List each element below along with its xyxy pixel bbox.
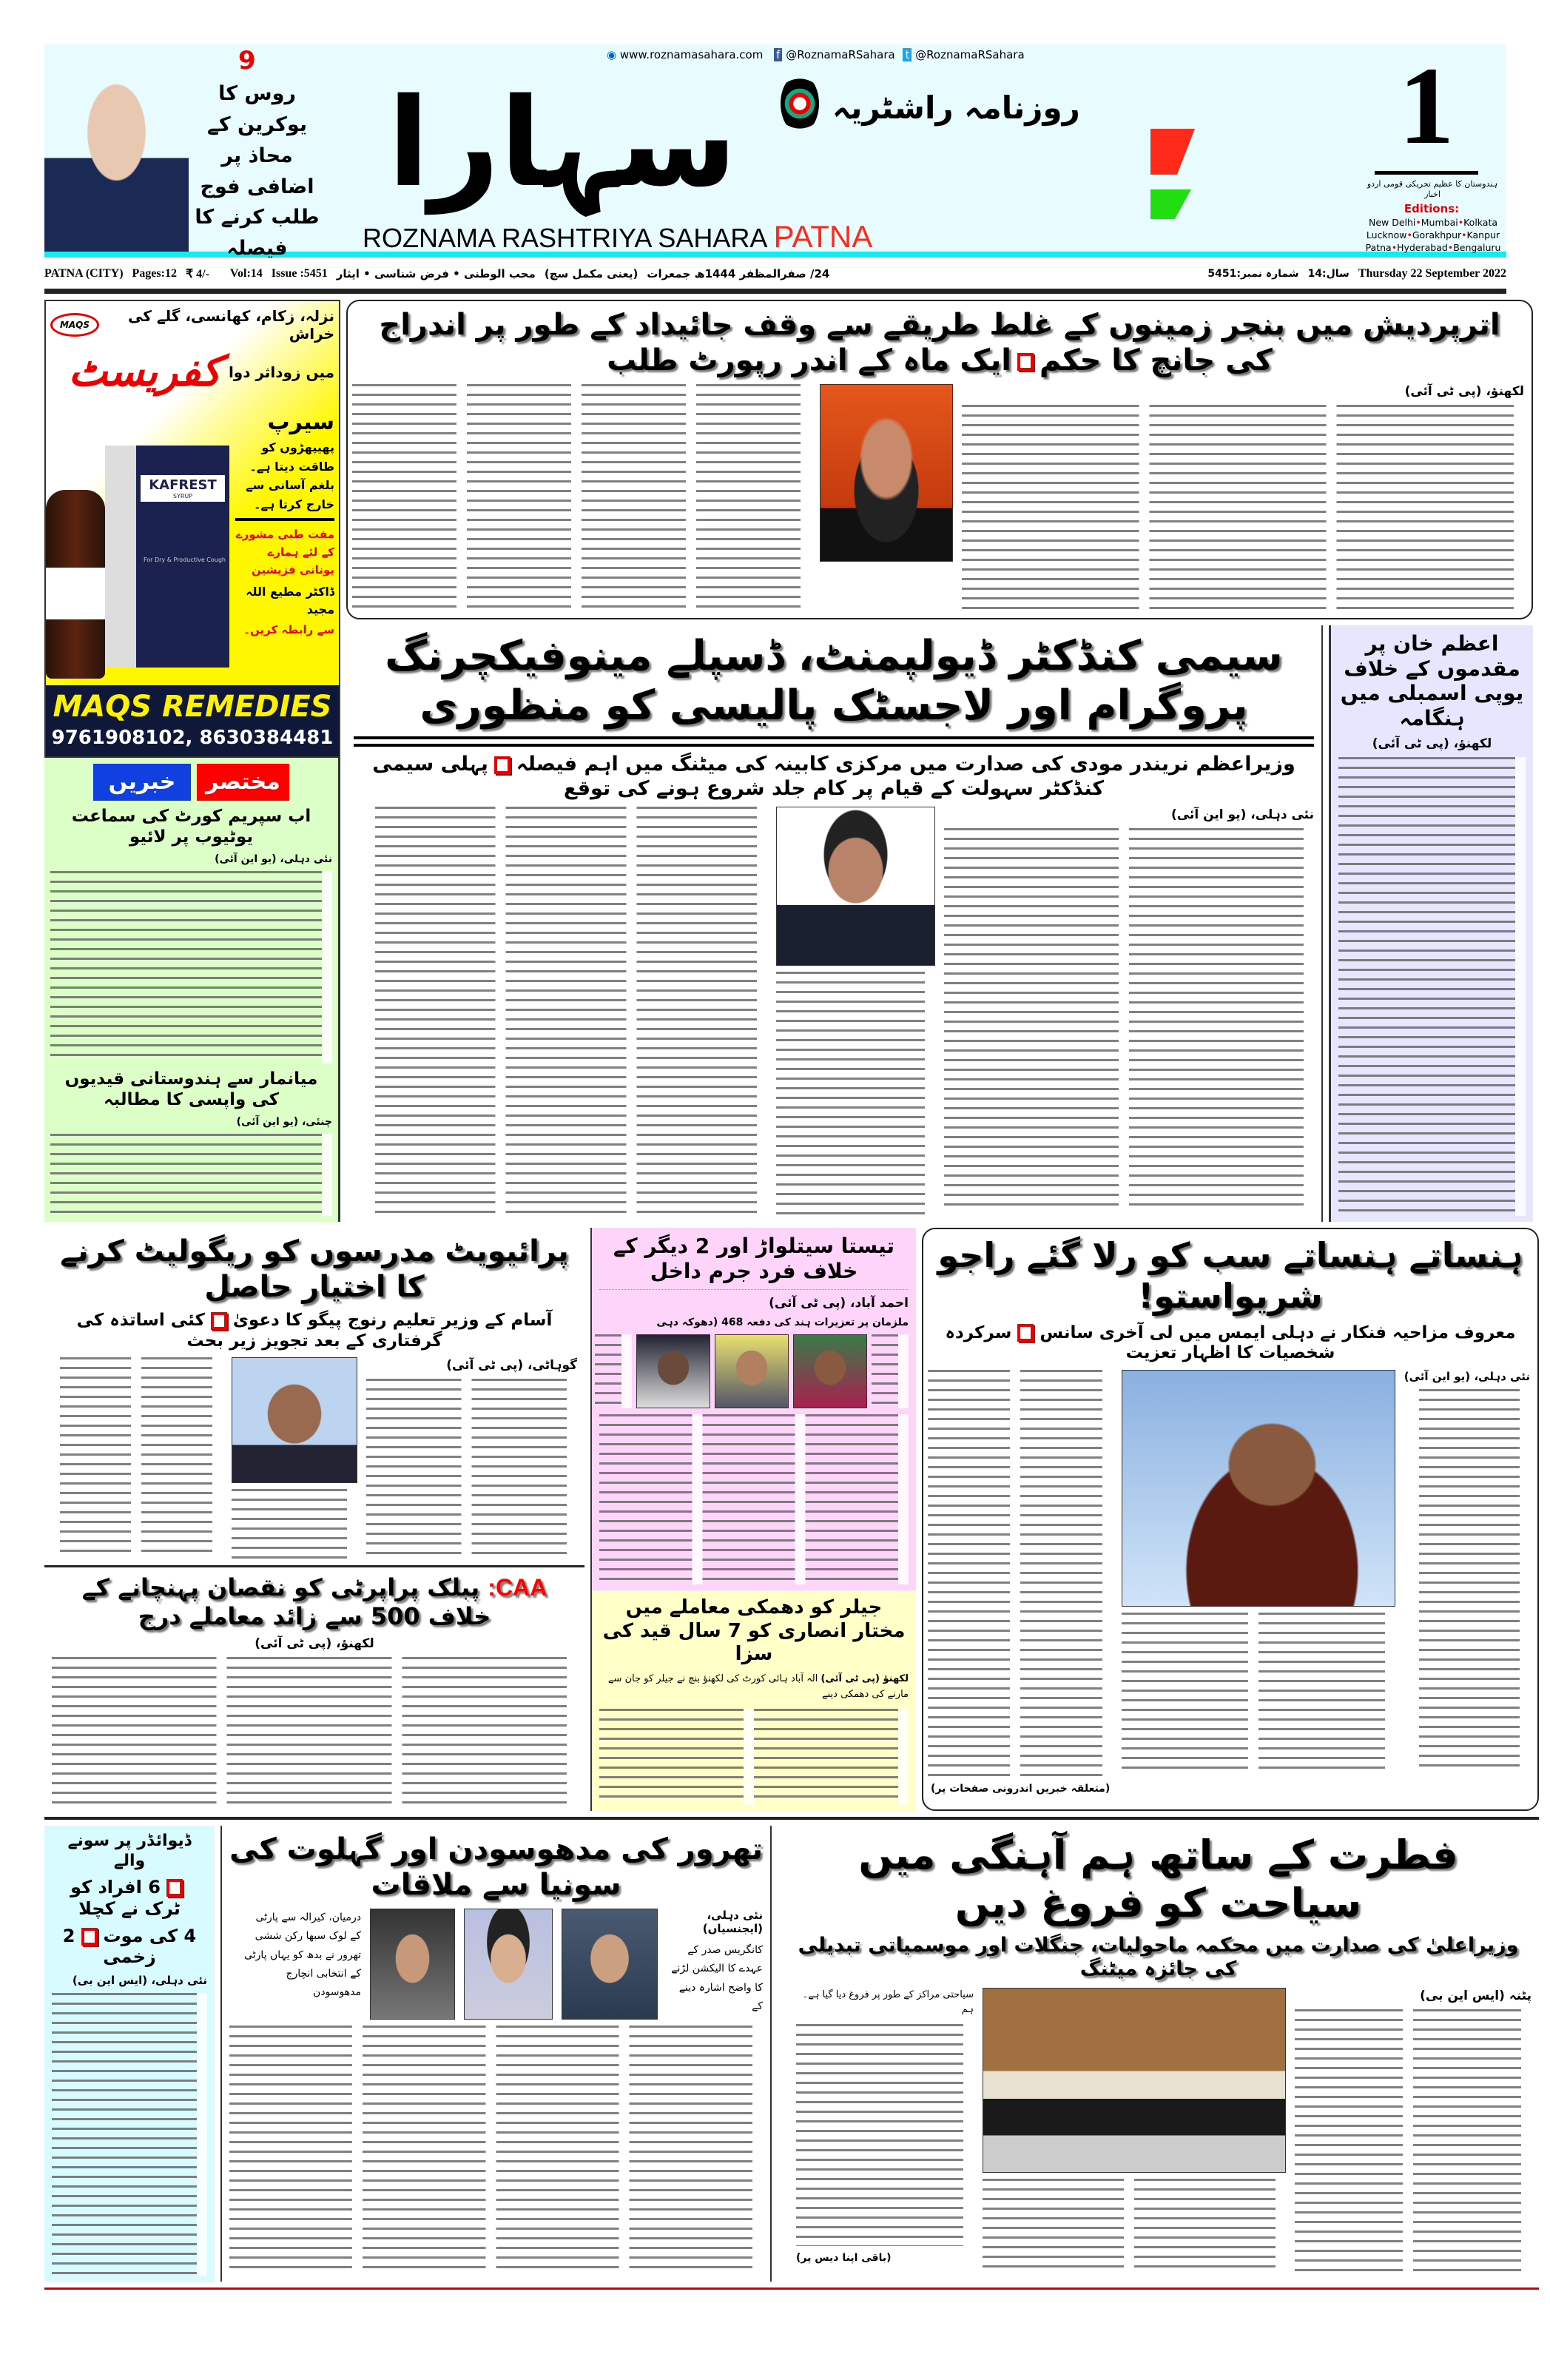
gehlot-photo: [562, 1909, 658, 2020]
continued-note[interactable]: (باقی اپنا دیس پر): [796, 2252, 892, 2265]
teaser-page-number[interactable]: 9: [238, 46, 256, 75]
rank-number: 1: [1375, 41, 1478, 175]
web-icon: ◉: [607, 48, 617, 61]
story-body: [229, 2026, 763, 2275]
flag-red-stripe: [1150, 129, 1195, 175]
city: PATNA (CITY): [44, 267, 124, 280]
caa-headline: [52, 1573, 577, 1630]
ad-doctor: ڈاکٹر مطیع اللہ مجید: [246, 585, 334, 617]
ad-middle: [46, 435, 339, 685]
story-body: [776, 972, 935, 1216]
name-english: ROZNAMA RASHTRIYA SAHARA: [363, 223, 766, 253]
box-note: For Dry & Productive Cough: [143, 557, 226, 563]
ad-line1: نزلہ، زکام، کھانسی، گلے کی خراش: [128, 307, 334, 343]
story-dateline: نئی دہلی، (یو این آئی): [1404, 1369, 1530, 1383]
ad-phones[interactable]: 9761908102, 8630384481: [51, 727, 334, 749]
divider: [44, 1817, 1539, 1820]
story-dateline: نئی دہلی، (یو این آئی): [1171, 807, 1314, 823]
ansari-lead: [599, 1672, 909, 1703]
story-dateline: نئی دہلی، (ایس این بی): [72, 1974, 207, 1988]
pages: Pages:12: [132, 267, 177, 280]
left-column: [44, 300, 340, 1222]
azam-khan-story[interactable]: [1329, 625, 1533, 1222]
teesta-story[interactable]: [592, 1228, 916, 1590]
issue: Issue :5451: [271, 267, 328, 280]
story-body: [796, 2024, 974, 2246]
headline-part: 4 کی موت: [103, 1925, 197, 1946]
truck-headline-2: [52, 1877, 207, 1920]
ad-syrup: سیرپ: [267, 409, 334, 435]
ad-top-row: [46, 301, 339, 343]
box-label: [141, 475, 225, 502]
bottom-rule: [44, 2287, 1539, 2290]
raju-subheadline: [931, 1323, 1530, 1364]
story-body: [962, 405, 1524, 612]
sub-part: معروف مزاحیہ فنکار نے دہلی ایمس میں لی آخری سانس: [1039, 1322, 1516, 1342]
brief-headline[interactable]: اب سپریم کورٹ کی سماعت یوٹیوب پر لائیو: [71, 807, 311, 847]
tourism-subheadline: وزیراعلیٰ کی صدارت میں محکمہ ماحولیات، جنگلات اور موسمیاتی تبدیلی کی جائزہ میٹنگ: [798, 1933, 1519, 1981]
brief-body: [50, 1134, 332, 1216]
story-body: [366, 1379, 577, 1556]
story-dateline: لکھنؤ، (پی ٹی آئی): [1404, 384, 1524, 399]
divider: [599, 1289, 909, 1290]
editions-label: Editions:: [1404, 202, 1460, 215]
edition: Patna: [1365, 242, 1392, 253]
price: ₹ 4/-: [185, 268, 209, 280]
box-name: KAFREST: [149, 477, 217, 493]
editions-list: New Delhi•Mumbai•Kolkata Lucknow•Gorakhpur•Kanpur Patna•Hyderabad•Bengaluru: [1365, 217, 1501, 253]
story-body: [1338, 757, 1526, 1216]
edition: Hyderabad: [1397, 242, 1448, 253]
social-links: [607, 47, 1025, 62]
sub-part: وزیراعظم نریندر مودی کی صدارت میں مرکزی کابینہ کی میٹنگ میں اہم فیصلہ: [516, 753, 1295, 776]
story-dateline: گوہاٹی، (پی ٹی آئی): [446, 1358, 577, 1374]
kafrest-ad[interactable]: [44, 300, 340, 758]
story-body: [232, 1489, 357, 1559]
left-stack: [44, 1228, 584, 1811]
bullet-square-icon: [1017, 1324, 1034, 1342]
brief-dateline: چنئی، (یو این آئی): [236, 1116, 332, 1129]
ansari-headline: جیلر کو دھمکی معاملے میں مختار انصاری کو 7 سال قید کی سزا: [602, 1596, 906, 1665]
semiconductor-subheadline: [354, 753, 1314, 801]
box-sub: SYRUP: [172, 493, 193, 500]
story-column: [796, 1988, 974, 2265]
ad-footer: [46, 685, 339, 756]
sun-emblem-icon: [781, 74, 819, 133]
story-dateline: احمد آباد، (پی ٹی آئی): [769, 1296, 909, 1311]
edition: Bengaluru: [1453, 242, 1501, 253]
raju-headline: ہنساتے ہنساتے سب کو رلا گئے راجو شریواستو!: [937, 1235, 1523, 1317]
story-columns: [354, 807, 1314, 1216]
tourism-lead: سیاحتی مراکز کے طور پر فروغ دیا گیا ہے۔ ہم: [802, 1989, 974, 2016]
edition: Kanpur: [1466, 229, 1500, 241]
edition-city: PATNA: [773, 219, 873, 254]
sub-part: آسام کے وزیر تعلیم رنوج پیگو کا دعویٰ: [232, 1311, 553, 1331]
twitter-handle[interactable]: @RoznamaRSahara: [915, 48, 1025, 61]
waqf-headline: [355, 307, 1524, 378]
facebook-icon: f: [774, 48, 782, 61]
dateline-bar: [44, 260, 1506, 287]
sonia-gandhi-photo: [464, 1909, 553, 2020]
hijri-date: 24/ صفرالمظفر 1444ھ جمعرات: [647, 267, 830, 280]
story-body: [599, 1414, 909, 1584]
bullet-square-icon: [81, 1928, 98, 1946]
tharoor-headline: تھرور کی مدھوسودن اور گہلوت کی سونیا سے ملاقات: [229, 1832, 763, 1903]
ansari-story[interactable]: [592, 1590, 916, 1811]
story-body: [928, 1370, 1113, 1777]
double-rule: [354, 736, 1314, 747]
teaser-headline[interactable]: روس کا یوکرین کے محاذ پر اضافی فوج طلب کرنے کا فیصلہ: [195, 82, 320, 260]
flag-green-stripe: [1150, 189, 1191, 219]
tharoor-photo: [370, 1909, 455, 2020]
semiconductor-headline: سیمی کنڈکٹر ڈیولپمنٹ، ڈسپلے مینوفیکچرنگ پروگرام اور لاجسٹک پالیسی کو منظوری: [385, 632, 1283, 730]
story-column: [1404, 1370, 1530, 1774]
story-body: [599, 1709, 909, 1806]
story-column: [1122, 1370, 1395, 1775]
story-column: [776, 807, 935, 1216]
twitter-icon: t: [903, 48, 912, 61]
bullet-square-icon: [166, 1879, 183, 1897]
story-columns: [355, 384, 1524, 612]
bottom-section: [44, 1826, 1539, 2281]
story-body: [1295, 2009, 1532, 2276]
truck-headline-1: ڈیوائڈر پر سونے والے: [67, 1832, 192, 1870]
headline-part: 2 زخمی: [62, 1925, 156, 1968]
maqs-logo: MAQS: [50, 313, 99, 337]
truck-headline-3: [52, 1926, 207, 1969]
accused-photo: [715, 1334, 789, 1408]
minister-photo: [776, 807, 935, 966]
story-body: [983, 2179, 1286, 2275]
tagline-urdu: روزنامہ راشٹریہ: [832, 90, 1080, 126]
waqf-story[interactable]: [346, 300, 1533, 619]
caa-story[interactable]: [44, 1567, 584, 1811]
tharoor-story[interactable]: [220, 1826, 772, 2281]
middle-section: [44, 1228, 1539, 1811]
story-columns: [785, 1988, 1532, 2276]
bullet-square-icon: [494, 756, 511, 774]
putin-photo: [44, 81, 189, 252]
story-column: [962, 384, 1524, 612]
story-column: [667, 1909, 763, 2016]
bottle-label: [46, 568, 105, 619]
story-columns: [229, 1909, 763, 2020]
year-urdu: سال:14: [1307, 268, 1349, 280]
story-body: [60, 1357, 223, 1557]
sub-part: پہلی سیمی کنڈکٹر سہولت کے قیام پر کام جلد شروع ہونے کی توقع: [372, 753, 1105, 800]
tharoor-lead-2: درمیان، کیرالہ سے پارٹی کے لوک سبھا رکن ششی تھرور نے بدھ کو یہاں پارٹی کے انتخابی انچارج مدھوسودن: [244, 1912, 361, 1998]
bullet-square-icon: [1017, 353, 1034, 371]
story-column: [366, 1357, 577, 1556]
accused-photo: [793, 1334, 867, 1408]
truth-tagline: (یعنی مکمل سچ): [544, 267, 638, 280]
story-body: [52, 1657, 577, 1805]
masthead: [44, 44, 1506, 258]
sahara-logo: سہارا: [387, 72, 738, 214]
page-body: [44, 300, 1539, 2290]
semiconductor-story[interactable]: [346, 625, 1323, 1222]
tharoor-lead: کانگریس صدر کے عہدے کا الیکشن لڑنے کا واضح اشارہ دینے کے: [671, 1944, 763, 2012]
ad-product-row: [46, 343, 339, 435]
sub-part: سرکردہ شخصیات کا اظہار تعزیت: [945, 1322, 1335, 1363]
brief-headline[interactable]: میانمار سے ہندوستانی قیدیوں کی واپسی کا مطالبہ: [64, 1069, 318, 1109]
caa-title: پبلک پراپرٹی کو نقصان پہنچانے کے خلاف 500 سے زائد معاملے درج: [81, 1573, 491, 1630]
lead-text: الہ آباد ہائی کورٹ کی لکھنؤ بنچ نے جیلر کو جان سے مارنے کی دھمکی دینے: [607, 1673, 909, 1700]
accused-photo: [636, 1334, 710, 1408]
story-dateline: لکھنؤ (پی ٹی آئی): [821, 1673, 909, 1684]
caa-tag: CAA:: [488, 1574, 547, 1601]
story-body: [595, 1334, 632, 1408]
story-body: [352, 384, 811, 610]
briefs-labels: [50, 764, 332, 801]
ad-line2: میں زوداثر دوا: [228, 363, 334, 381]
story-body: [1122, 1613, 1395, 1775]
ad-text-column: [235, 438, 334, 682]
ad-contact: سے رابطہ کریں۔: [243, 623, 334, 637]
ad-consult: مفت طبی مشورے کے لئے ہمارے یونانی فزیشین: [235, 528, 334, 577]
volume: Vol:14: [229, 267, 263, 280]
sub-part: کئی اساتذہ کی گرفتاری کے بعد تجویز زیر بحث: [76, 1311, 442, 1351]
story-column: [1295, 1988, 1532, 2276]
edition: Mumbai: [1421, 217, 1458, 228]
ad-images: [46, 438, 231, 682]
story-body: [52, 1993, 207, 2275]
story-columns: [52, 1357, 577, 1559]
syrup-box-image: [105, 446, 229, 668]
facebook-handle[interactable]: @RoznamaRSahara: [786, 48, 895, 61]
story-body: [944, 828, 1314, 1213]
motto: محب الوطنی • فرض شناسی • ایثار: [336, 267, 536, 280]
truck-accident-story[interactable]: [44, 1826, 215, 2281]
english-name: [363, 221, 872, 255]
edition: Kolkata: [1463, 217, 1498, 228]
madrasa-story[interactable]: [44, 1228, 584, 1565]
syrup-bottle-image: [46, 490, 105, 679]
website-link[interactable]: www.roznamasahara.com: [619, 48, 764, 61]
top-section: [44, 300, 1539, 1222]
bullet-square-icon: [211, 1312, 227, 1330]
edition: Gorakhpur: [1412, 229, 1462, 241]
story-dateline: لکھنؤ، (پی ٹی آئی): [255, 1636, 374, 1652]
story-column: [983, 1988, 1286, 2275]
story-dateline: نئی دہلی، (ایجنسیاں): [702, 1909, 763, 1936]
brief-news-panel: [44, 758, 340, 1222]
photo-row: [599, 1334, 909, 1408]
related-news-note[interactable]: (متعلقہ خبریں اندرونی صفحات پر): [931, 1782, 1111, 1795]
story-columns: [931, 1370, 1530, 1777]
teesta-headline: تیستا سیتلواڑ اور 2 دیگر کے خلاف فرد جرم داخل: [613, 1234, 895, 1283]
english-date: Thursday 22 September 2022: [1358, 267, 1506, 280]
slogan: ہندوستان کا عظیم تحریکی قومی اردو اخبار: [1367, 179, 1498, 199]
madrasa-subheadline: [52, 1311, 577, 1351]
story-column: [232, 1357, 357, 1559]
story-column: [944, 807, 1314, 1213]
headline-part: اترپردیش میں بنجر زمینوں کے غلط طریقے سے وقف جائیداد کے طور پر اندراج کی جانچ کا حکم: [379, 308, 1500, 377]
headline-part: ایک ماہ کے اندر رپورٹ طلب: [607, 343, 1011, 377]
edition: New Delhi: [1368, 217, 1416, 228]
story-dateline: لکھنؤ، (پی ٹی آئی): [1372, 736, 1492, 752]
story-dateline: پٹنہ (ایس این بی): [1420, 1988, 1532, 2003]
story-body: [375, 807, 767, 1214]
azam-headline: اعظم خان پر مقدموں کے خلاف یوپی اسمبلی میں ہنگامہ: [1340, 631, 1524, 730]
company-name: MAQS REMEDIES: [53, 690, 332, 724]
tourism-headline: فطرت کے ساتھ ہم آہنگی میں سیاحت کو فروغ دیں: [858, 1832, 1458, 1926]
story-body: [1419, 1389, 1530, 1774]
divider: [44, 289, 1506, 294]
education-minister-photo: [232, 1357, 357, 1483]
issue-urdu: شمارہ نمبر:5451: [1207, 268, 1299, 280]
headline-part: 6 افراد کو ٹرک نے کچلا: [70, 1876, 181, 1919]
middle-stack: [590, 1228, 916, 1811]
tourism-story[interactable]: [778, 1826, 1539, 2281]
madrasa-headline: پرائیویٹ مدرسوں کو ریگولیٹ کرنے کا اختیار حاصل: [60, 1234, 569, 1305]
ad-product: کفریسٹ: [68, 348, 221, 396]
brief-dateline: نئی دہلی، (یو این آئی): [215, 853, 332, 866]
story-body: [872, 1334, 909, 1408]
brief-body: [50, 871, 332, 1063]
briefs-label-red: مختصر: [197, 764, 289, 801]
edition: Lucknow: [1366, 229, 1407, 241]
ad-divider: [235, 518, 334, 521]
raju-srivastava-story[interactable]: [922, 1228, 1539, 1811]
meeting-photo: [983, 1988, 1286, 2173]
official-photo: [820, 384, 953, 562]
teesta-lead: ملزمان پر تعزیرات ہند کی دفعہ 468 (دھوکہ دہی: [656, 1317, 909, 1329]
ad-benefit: پھیپھڑوں کو طاقت دیتا ہے۔ بلغم آسانی سے خارج کرتا ہے۔: [246, 440, 334, 511]
comedian-photo: [1122, 1370, 1395, 1607]
briefs-label-blue: خبریں: [93, 764, 191, 801]
